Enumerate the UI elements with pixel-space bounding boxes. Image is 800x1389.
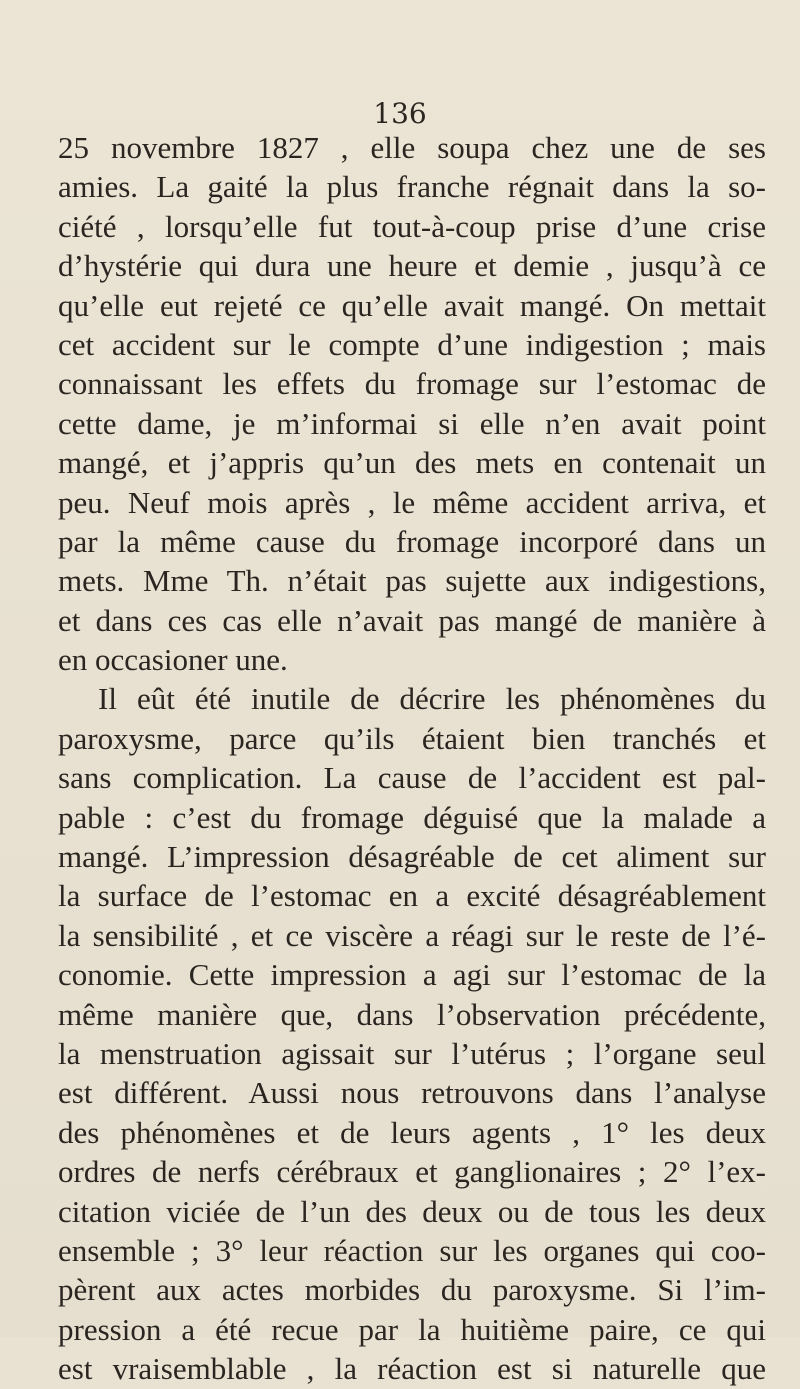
text-line: conomie. Cette impression a agi sur l’estomac de la [58,957,766,993]
text-line: cet accident sur le compte d’une indigestion ; mais [58,326,766,362]
text-line: est différent. Aussi nous retrouvons dans l’analyse [58,1075,766,1111]
text-line: par la même cause du fromage incorporé dans un [58,523,766,559]
text-line: ensemble ; 3° leur réaction sur les organes qui coo- [58,1232,766,1268]
text-line: des phénomènes et de leurs agents , 1° les deux [58,1114,766,1150]
text-line: est vraisemblable , la réaction est si naturelle que [58,1351,766,1387]
text-line: en occasioner une. [58,642,288,678]
text-line: pable : c’est du fromage déguisé que la malade a [58,799,766,835]
text-line: la sensibilité , et ce viscère a réagi sur le reste de l’é- [58,917,766,953]
text-line: citation viciée de l’un des deux ou de tous les deux [58,1193,766,1229]
text-line: qu’elle eut rejeté ce qu’elle avait mangé. On mettait [58,287,766,323]
text-line: ciété , lorsqu’elle fut tout-à-coup prise d’une crise [58,208,766,244]
text-line: mangé. L’impression désagréable de cet aliment sur [58,839,766,875]
text-line: connaissant les effets du fromage sur l’estomac de [58,366,766,402]
text-line: mangé, et j’appris qu’un des mets en contenait un [58,445,766,481]
text-line-paragraph-start: Il eût été inutile de décrire les phénomènes du [98,681,766,717]
text-line: paroxysme, parce qu’ils étaient bien tranchés et [58,720,766,756]
body-text [58,128,766,1389]
text-line: même manière que, dans l’observation précédente, [58,996,766,1032]
text-line: cette dame, je m’informai si elle n’en avait point [58,405,766,441]
text-line: ordres de nerfs cérébraux et ganglionaires ; 2° l’ex- [58,1154,766,1190]
text-line: la surface de l’estomac en a excité désagréablement [58,878,766,914]
text-line: pression a été recue par la huitième paire, ce qui [58,1311,766,1347]
text-line: sans complication. La cause de l’accident est pal- [58,760,766,796]
text-line: pèrent aux actes morbides du paroxysme. Si l’im- [58,1272,766,1308]
text-line: peu. Neuf mois après , le même accident arriva, et [58,484,766,520]
text-line: et dans ces cas elle n’avait pas mangé de manière à [58,602,766,638]
text-line: mets. Mme Th. n’était pas sujette aux indigestions, [58,563,766,599]
text-line: la menstruation agissait sur l’utérus ; l’organe seul [58,1035,766,1071]
text-line: d’hystérie qui dura une heure et demie , jusqu’à ce [58,248,766,284]
page-number: 136 [373,97,427,130]
text-line: amies. La gaité la plus franche régnait dans la so- [58,169,766,205]
text-line: 25 novembre 1827 , elle soupa chez une de ses [58,130,766,165]
